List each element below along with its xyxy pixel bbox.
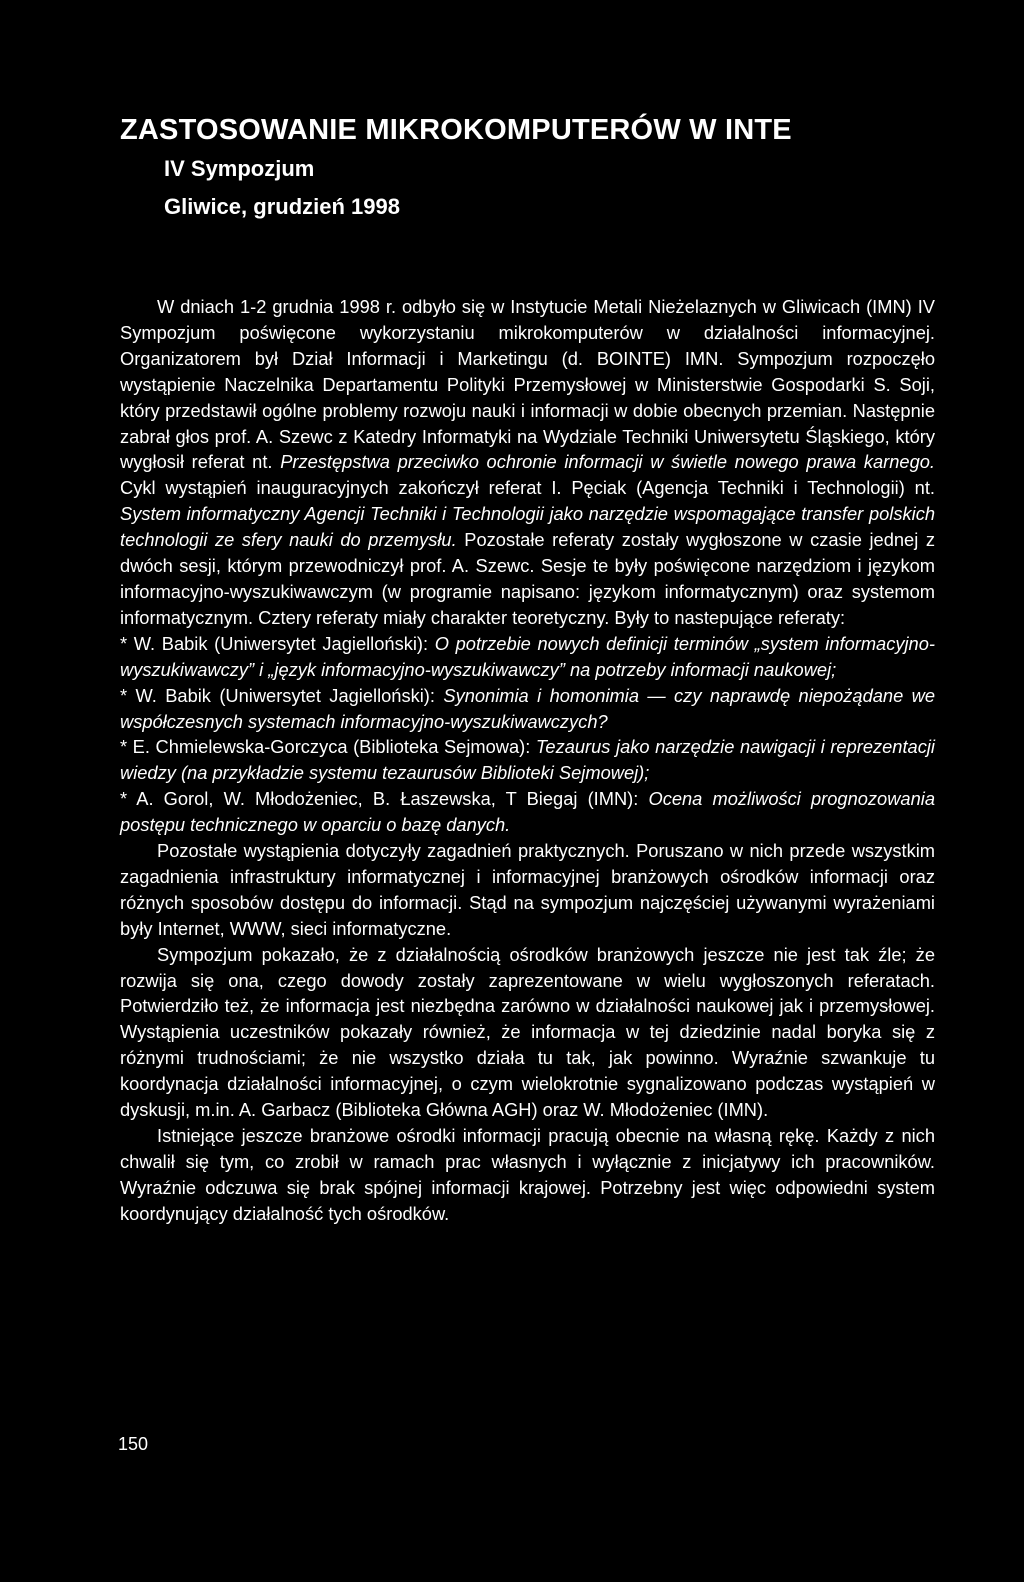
- reference-item: [120, 734, 935, 786]
- article-subtitle-place-date: Gliwice, grudzień 1998: [164, 194, 400, 219]
- paragraph-practical: Pozostałe wystąpienia dotyczyły zagadnień praktycznych. Poruszano w nich przede wszystkim zagadnienia infrastruktury informatycznej i informacyjnej branżowych ośrodków informacji oraz różnych sposobów dostępu do informacji. Stąd na sympozjum najczęściej używanymi wyrażeniami były Internet, WWW, sieci informatyczne.: [120, 840, 935, 939]
- page-number: 150: [118, 1434, 149, 1454]
- article-title: ZASTOSOWANIE MIKROKOMPUTERÓW W INTE: [120, 114, 792, 146]
- paragraph-text: Pozostałe referaty zostały wygłoszone w czasie jednej z dwóch sesji, którym przewodniczył prof. A. Szewc. Sesje te były poświęcone narzędziom i językom informacyjno-wyszukiwawczym (w programie napisano: językom informatycznym) oraz systemom informatycznym. Cztery referaty miały charakter teoretyczny. Były to nastepujące referaty:: [120, 529, 935, 628]
- reference-item: [120, 631, 935, 683]
- article-header: [120, 110, 920, 226]
- reference-title: Ocena możliwości prognozowania postępu technicznego w oparciu o bazę danych.: [120, 788, 935, 836]
- reference-item: [120, 786, 935, 838]
- paragraph-text: Cykl wystąpień inauguracyjnych zakończył referat I. Pęciak (Agencja Techniki i Technologii) nt.: [120, 477, 935, 499]
- article-body: [120, 294, 935, 1227]
- reference-title: Synonimia i homonimia — czy naprawdę niepożądane we współczesnych systemach informacyjno-wyszukiwawczych?: [120, 684, 935, 732]
- reference-title: Tezaurus jako narzędzie nawigacji i reprezentacji wiedzy (na przykładzie systemu tezaurusów Biblioteki Sejmowej);: [120, 736, 935, 784]
- reference-author: * W. Babik (Uniwersytet Jagielloński):: [120, 632, 435, 654]
- paragraph-text: W dniach 1-2 grudnia 1998 r. odbyło się w Instytucie Metali Nieżelaznych w Gliwicach (IMN) IV Sympozjum poświęcone wykorzystaniu mikrokomputerów w działalności informacyjnej. Organizatorem był Dział Informacji i Marketingu (d. BOINTE) IMN. Sympozjum rozpoczęło wystąpienie Naczelnika Departamentu Polityki Przemysłowej w Ministerstwie Gospodarki S. Soji, który przedstawił ogólne problemy rozwoju nauki i informacji w dobie obecnych przemian. Następnie zabrał głos prof. A. Szewc z Katedry Informatyki na Wydziale Techniki Uniwersytetu Śląskiego, który wygłosił referat nt.: [120, 296, 935, 473]
- reference-author: * A. Gorol, W. Młodożeniec, B. Łaszewska, T Biegaj (IMN):: [120, 788, 649, 810]
- article-subtitle-event: IV Sympozjum: [164, 156, 315, 181]
- reference-title: O potrzebie nowych definicji terminów „system informacyjno-wyszukiwawczy” i „język informacyjno-wyszukiwawczy” na potrzeby informacji naukowej;: [120, 632, 935, 680]
- paper-title: Przestępstwa przeciwko ochronie informacji w świetle nowego prawa karnego.: [280, 451, 935, 473]
- reference-author: * E. Chmielewska-Gorczyca (Biblioteka Sejmowa):: [120, 736, 536, 758]
- paragraph-conclusion: Istniejące jeszcze branżowe ośrodki informacji pracują obecnie na własną rękę. Każdy z nich chwalił się tym, co zrobił w ramach prac własnych i wyłącznie z inicjatywy ich pracowników. Wyraźnie odczuwa się brak spójnej informacji krajowej. Potrzebny jest więc odpowiedni system koordynujący działalność tych ośrodków.: [120, 1125, 935, 1224]
- reference-item: [120, 683, 935, 735]
- paper-title: System informatyczny Agencji Techniki i Technologii jako narzędzie wspomagające transfer polskich technologii ze sfery nauki do przemysłu.: [120, 503, 935, 551]
- paragraph-intro: [120, 294, 935, 631]
- paragraph-summary: Sympozjum pokazało, że z działalnością ośrodków branżowych jeszcze nie jest tak źle; że rozwija się ona, czego dowody zostały zaprezentowane w wielu wygłoszonych referatach. Potwierdziło też, że informacja jest niezbędna zarówno w działalności naukowej jak i przemysłowej. Wystąpienia uczestników pokazały również, że informacja w tej dziedzinie nadal boryka się z różnymi trudnościami; że nie wszystko działa tu tak, jak powinno. Wyraźnie szwankuje tu koordynacja działalności informacyjnej, o czym wielokrotnie sygnalizowano podczas wystąpień w dyskusji, m.in. A. Garbacz (Biblioteka Główna AGH) oraz W. Młodożeniec (IMN).: [120, 943, 935, 1121]
- reference-author: * W. Babik (Uniwersytet Jagielloński):: [120, 684, 444, 706]
